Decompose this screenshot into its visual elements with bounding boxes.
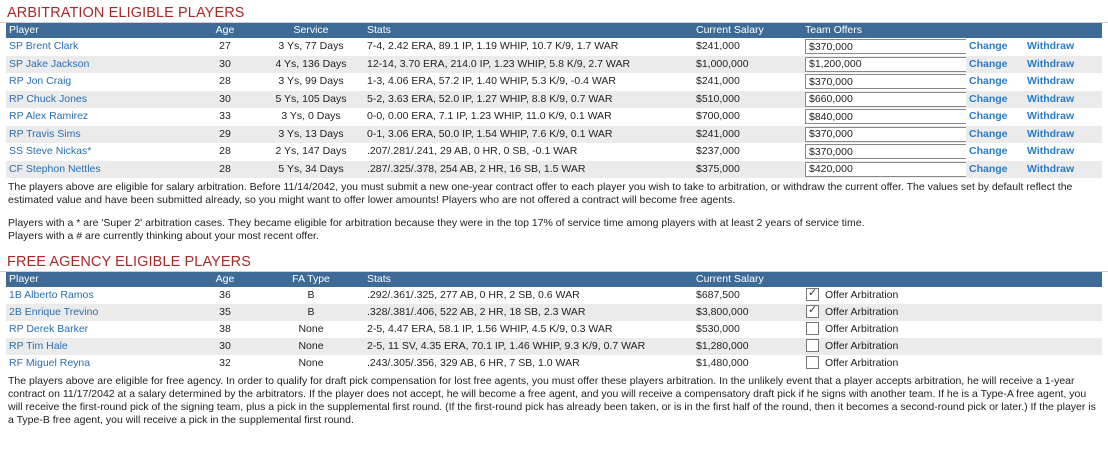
withdraw-cell [1024,161,1102,179]
col-header-current-salary: Current Salary [693,272,802,287]
offer-amount-input[interactable] [805,162,966,177]
service-cell: 3 Ys, 13 Days [258,126,364,144]
service-cell: 3 Ys, 99 Days [278,75,344,88]
service-cell: 2 Ys, 147 Days [275,145,347,158]
player-link[interactable]: RP Jon Craig [9,75,72,88]
salary-cell: $1,480,000 [696,357,749,369]
col-header-team-offers: Team Offers [802,23,1102,38]
offer-cell [802,108,966,126]
col-header-offer [802,272,1102,287]
stats-cell: .287/.325/.378, 254 AB, 2 HR, 16 SB, 1.5 WAR [364,161,693,179]
offer-amount-input[interactable] [805,144,966,159]
player-name-cell [6,38,192,56]
offer-arbitration-label: Offer Arbitration [825,306,899,318]
player-link[interactable]: RP Travis Sims [9,127,81,140]
salary-cell: $241,000 [693,126,802,144]
table-row [6,321,1102,338]
change-cell [966,38,1024,56]
table-row [6,355,1102,372]
col-header-age: Age [192,23,258,38]
stats-cell: .292/.361/.325, 277 AB, 0 HR, 2 SB, 0.6 WAR [367,289,580,301]
player-name-cell [6,108,192,126]
offer-cell [802,38,966,56]
offer-arbitration-cell [802,287,1102,304]
withdraw-button[interactable]: Withdraw [1027,92,1075,105]
table-row [6,143,1102,161]
free-agency-section-title: FREE AGENCY ELIGIBLE PLAYERS [0,249,1108,272]
withdraw-cell [1024,108,1102,126]
offer-arbitration-cell [802,355,1102,372]
stats-cell: 7-4, 2.42 ERA, 89.1 IP, 1.19 WHIP, 10.7 K/9, 1.7 WAR [367,40,619,53]
arbitration-header-row [6,23,1102,38]
offer-arbitration-cell [802,304,1102,321]
change-button[interactable]: Change [969,162,1008,175]
arbitration-note-main: The players above are eligible for salary arbitration. Before 11/14/2042, you must submit a new one-year contract offer to each player you wish to take to arbitration, or withdraw the current offer. The values set by default reflect the estimated value and have been submitted already, so you might want to offer lower amounts! Players who are not offered a contract will become free agents. [8,181,1073,206]
table-row [6,108,1102,126]
offer-arbitration-label: Offer Arbitration [825,323,899,335]
offer-amount-input[interactable] [805,57,966,72]
age-cell: 28 [219,75,231,88]
salary-cell: $241,000 [696,75,740,88]
withdraw-button[interactable]: Withdraw [1027,162,1075,175]
offer-amount-input[interactable] [805,109,966,124]
table-row [6,161,1102,179]
stats-cell: .207/.281/.241, 29 AB, 0 HR, 0 SB, -0.1 WAR [367,145,578,158]
offer-arbitration-label: Offer Arbitration [825,357,899,369]
player-link[interactable]: SP Jake Jackson [9,57,90,70]
change-button[interactable]: Change [969,127,1008,140]
player-name-cell [6,56,192,74]
offer-cell [802,73,966,91]
stats-cell: .243/.305/.356, 329 AB, 6 HR, 7 SB, 1.0 WAR [367,357,580,369]
col-header-service: Service [258,23,364,38]
fa-type-cell: None [258,338,364,355]
col-header-stats: Stats [364,23,693,38]
arbitration-note-super2: Players with a * are 'Super 2' arbitration cases. They became eligible for arbitration because they were in the top 17% of service time among players with at least 2 years of service time. [8,217,865,229]
change-button[interactable]: Change [969,57,1008,70]
player-link[interactable]: RP Derek Barker [9,323,89,335]
arbitration-table [6,23,1102,178]
salary-cell: $1,000,000 [693,56,802,74]
age-cell: 30 [192,56,258,74]
withdraw-button[interactable]: Withdraw [1027,145,1075,158]
age-cell: 27 [219,40,231,53]
arbitration-section-title: ARBITRATION ELIGIBLE PLAYERS [0,0,1108,23]
change-cell [966,126,1024,144]
offer-arbitration-label: Offer Arbitration [825,340,899,352]
stats-cell: 1-3, 4.06 ERA, 57.2 IP, 1.40 WHIP, 5.3 K/9, -0.4 WAR [367,75,617,88]
player-link[interactable]: 2B Enrique Trevino [9,306,99,318]
offer-arbitration-cell [802,321,1102,338]
player-name-cell [6,91,192,109]
offer-arbitration-checkbox[interactable] [806,305,819,318]
fa-type-cell: B [258,304,364,321]
offer-arbitration-label: Offer Arbitration [825,289,899,301]
table-row [6,287,1102,304]
player-link[interactable]: 1B Alberto Ramos [9,289,94,301]
withdraw-button[interactable]: Withdraw [1027,110,1075,123]
stats-cell: 12-14, 3.70 ERA, 214.0 IP, 1.23 WHIP, 5.8 K/9, 2.7 WAR [364,56,693,74]
change-cell [966,56,1024,74]
salary-cell: $375,000 [693,161,802,179]
service-cell: 4 Ys, 136 Days [258,56,364,74]
salary-cell: $687,500 [696,289,740,301]
withdraw-button[interactable]: Withdraw [1027,127,1075,140]
withdraw-button[interactable]: Withdraw [1027,57,1075,70]
salary-cell: $1,280,000 [693,338,802,355]
salary-cell: $530,000 [696,323,740,335]
change-button[interactable]: Change [969,75,1008,88]
stats-cell: 2-5, 4.47 ERA, 58.1 IP, 1.56 WHIP, 4.5 K/9, 0.3 WAR [367,323,613,335]
arbitration-note-thinking: Players with a # are currently thinking about your most recent offer. [8,230,319,242]
offer-arbitration-cell [802,338,1102,355]
player-name-cell [6,73,192,91]
offer-cell [802,91,966,109]
offer-cell [802,161,966,179]
offer-cell [802,56,966,74]
player-link[interactable]: SP Brent Clark [9,40,79,53]
age-cell: 30 [192,91,258,109]
change-cell [966,73,1024,91]
withdraw-cell [1024,126,1102,144]
player-name-cell [6,287,192,304]
offer-amount-input[interactable] [805,39,966,54]
age-cell: 28 [192,161,258,179]
offer-amount-input[interactable] [805,74,966,89]
change-button[interactable]: Change [969,92,1008,105]
player-name-cell [6,161,192,179]
col-header-player: Player [6,23,192,38]
stats-cell: .328/.381/.406, 522 AB, 2 HR, 18 SB, 2.3 WAR [364,304,693,321]
salary-cell: $3,800,000 [693,304,802,321]
fa-type-cell: None [298,357,324,369]
stats-cell: 5-2, 3.63 ERA, 52.0 IP, 1.27 WHIP, 8.8 K/9, 0.7 WAR [364,91,693,109]
salary-cell: $510,000 [693,91,802,109]
withdraw-cell [1024,38,1102,56]
player-link[interactable]: RP Chuck Jones [9,92,88,105]
offer-arbitration-checkbox[interactable] [806,322,819,335]
offer-amount-input[interactable] [805,127,966,142]
free-agency-note-text: The players above are eligible for free agency. In order to qualify for draft pick compensation for lost free agents, you must offer these players arbitration. In the unlikely event that a player accepts arbitration, he will receive a 1-year contract on 11/17/2042 at a salary determined by the arbitrators. If the player does not accept, he will become a free agent, and you will receive a compensatory draft pick if he signs with another team. If he is a Type-A free agent, you will receive the first-round pick of the signing team, plus a pick in the supplemental first round. (If the first-round pick has already been taken, or is in the first half of the round, then it becomes a second-round pick or later.) If the player is a Type-B free agent, you will receive a pick in the supplemental first round. [8,375,1096,426]
col-header-stats: Stats [364,272,693,287]
player-name-cell [6,355,192,372]
change-cell [966,91,1024,109]
withdraw-cell [1024,91,1102,109]
offer-arbitration-checkbox[interactable] [806,356,819,369]
offer-arbitration-checkbox[interactable] [806,339,819,352]
stats-cell: 0-0, 0.00 ERA, 7.1 IP, 1.23 WHIP, 11.0 K/9, 0.1 WAR [367,110,612,123]
table-row [6,56,1102,74]
player-name-cell [6,126,192,144]
player-name-cell [6,321,192,338]
salary-cell: $237,000 [696,145,740,158]
withdraw-cell [1024,73,1102,91]
change-button[interactable]: Change [969,40,1008,53]
age-cell: 32 [219,357,231,369]
fa-type-cell: None [298,323,324,335]
change-cell [966,161,1024,179]
arbitration-notes [0,178,1108,243]
age-cell: 30 [192,338,258,355]
fa-type-cell: B [307,289,315,301]
offer-arbitration-checkbox[interactable] [806,288,819,301]
change-cell [966,108,1024,126]
offer-cell [802,126,966,144]
withdraw-button[interactable]: Withdraw [1027,40,1075,53]
player-link[interactable]: SS Steve Nickas* [9,145,92,158]
stats-cell: 2-5, 11 SV, 4.35 ERA, 70.1 IP, 1.46 WHIP, 9.3 K/9, 0.7 WAR [364,338,693,355]
col-header-player: Player [6,272,192,287]
table-row [6,338,1102,355]
age-cell: 29 [192,126,258,144]
offer-amount-input[interactable] [805,92,966,107]
change-cell [966,143,1024,161]
col-header-fa-type: FA Type [258,272,364,287]
service-cell: 3 Ys, 0 Days [281,110,341,123]
withdraw-cell [1024,56,1102,74]
age-cell: 35 [192,304,258,321]
table-row [6,126,1102,144]
age-cell: 36 [219,289,231,301]
player-link[interactable]: RP Tim Hale [9,340,68,352]
checkmark-icon: ✓ [808,287,818,299]
withdraw-button[interactable]: Withdraw [1027,75,1075,88]
stats-cell: 0-1, 3.06 ERA, 50.0 IP, 1.54 WHIP, 7.6 K/9, 0.1 WAR [364,126,693,144]
col-header-age: Age [192,272,258,287]
table-row [6,91,1102,109]
player-link[interactable]: CF Stephon Nettles [9,162,101,175]
player-name-cell [6,143,192,161]
player-name-cell [6,304,192,321]
change-button[interactable]: Change [969,110,1008,123]
free-agency-table [6,272,1102,372]
offer-cell [802,143,966,161]
free-agency-note [0,372,1108,427]
withdraw-cell [1024,143,1102,161]
service-cell: 5 Ys, 105 Days [258,91,364,109]
table-row [6,304,1102,321]
change-button[interactable]: Change [969,145,1008,158]
age-cell: 38 [219,323,231,335]
table-row [6,38,1102,56]
free-agency-header-row [6,272,1102,287]
age-cell: 33 [219,110,231,123]
player-name-cell [6,338,192,355]
age-cell: 28 [219,145,231,158]
table-row [6,73,1102,91]
service-cell: 3 Ys, 77 Days [278,40,344,53]
salary-cell: $700,000 [696,110,740,123]
player-link[interactable]: RF Miguel Reyna [9,357,91,369]
salary-cell: $241,000 [696,40,740,53]
service-cell: 5 Ys, 34 Days [258,161,364,179]
checkmark-icon: ✓ [808,304,818,316]
col-header-current-salary: Current Salary [693,23,802,38]
player-link[interactable]: RP Alex Ramirez [9,110,89,123]
